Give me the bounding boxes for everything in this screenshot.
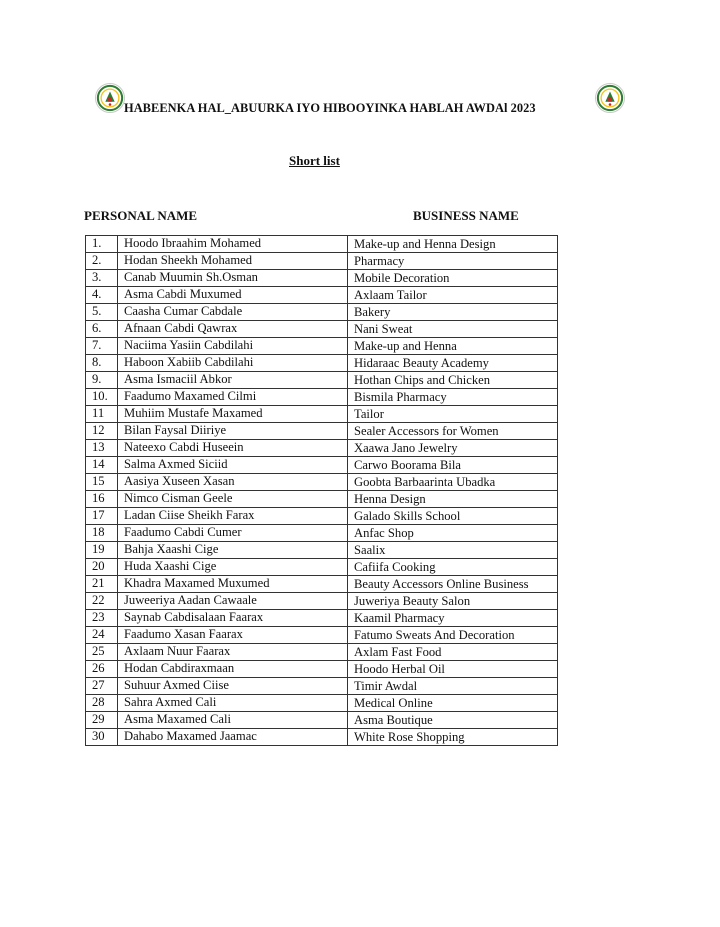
business-name-cell: Fatumo Sweats And Decoration [348, 627, 558, 644]
personal-name-cell: Caasha Cumar Cabdale [118, 304, 348, 321]
business-name-cell: Medical Online [348, 695, 558, 712]
row-number: 8. [86, 355, 118, 372]
business-name-cell: Kaamil Pharmacy [348, 610, 558, 627]
personal-name-cell: Asma Cabdi Muxumed [118, 287, 348, 304]
table-row [86, 253, 558, 270]
personal-name-cell: Afnaan Cabdi Qawrax [118, 321, 348, 338]
business-name-cell: Sealer Accessors for Women [348, 423, 558, 440]
row-number: 1. [86, 236, 118, 253]
business-name-cell: Goobta Barbaarinta Ubadka [348, 474, 558, 491]
table-row [86, 355, 558, 372]
personal-name-cell: Sahra Axmed Cali [118, 695, 348, 712]
row-number: 25 [86, 644, 118, 661]
table-row [86, 610, 558, 627]
personal-name-cell: Bilan Faysal Diiriye [118, 423, 348, 440]
business-name-cell: Bakery [348, 304, 558, 321]
personal-name-cell: Suhuur Axmed Ciise [118, 678, 348, 695]
table-row [86, 389, 558, 406]
personal-name-header: PERSONAL NAME [84, 208, 198, 223]
personal-name-cell: Hodan Sheekh Mohamed [118, 253, 348, 270]
personal-name-cell: Saynab Cabdisalaan Faarax [118, 610, 348, 627]
table-row [86, 508, 558, 525]
business-name-cell: Saalix [348, 542, 558, 559]
row-number: 18 [86, 525, 118, 542]
row-number: 10. [86, 389, 118, 406]
business-name-cell: Hoodo Herbal Oil [348, 661, 558, 678]
row-number: 20 [86, 559, 118, 576]
row-number: 7. [86, 338, 118, 355]
business-name-cell: Make-up and Henna Design [348, 236, 558, 253]
table-row [86, 474, 558, 491]
row-number: 11 [86, 406, 118, 423]
personal-name-cell: Bahja Xaashi Cige [118, 542, 348, 559]
personal-name-cell: Huda Xaashi Cige [118, 559, 348, 576]
table-row [86, 440, 558, 457]
table-row [86, 678, 558, 695]
business-name-cell: Tailor [348, 406, 558, 423]
organization-emblem-icon [95, 83, 125, 113]
business-name-cell: Anfac Shop [348, 525, 558, 542]
row-number: 29 [86, 712, 118, 729]
personal-name-cell: Khadra Maxamed Muxumed [118, 576, 348, 593]
row-number: 30 [86, 729, 118, 746]
table-row [86, 525, 558, 542]
business-name-cell: Xaawa Jano Jewelry [348, 440, 558, 457]
personal-name-cell: Faadumo Cabdi Cumer [118, 525, 348, 542]
shortlist-table [85, 235, 558, 746]
personal-name-cell: Juweeriya Aadan Cawaale [118, 593, 348, 610]
row-number: 12 [86, 423, 118, 440]
business-name-cell: Timir Awdal [348, 678, 558, 695]
business-name-cell: Bismila Pharmacy [348, 389, 558, 406]
personal-name-cell: Nateexo Cabdi Huseein [118, 440, 348, 457]
table-row [86, 423, 558, 440]
table-row [86, 729, 558, 746]
personal-name-cell: Asma Maxamed Cali [118, 712, 348, 729]
business-name-cell: White Rose Shopping [348, 729, 558, 746]
row-number: 21 [86, 576, 118, 593]
table-row [86, 712, 558, 729]
personal-name-cell: Naciima Yasiin Cabdilahi [118, 338, 348, 355]
personal-name-cell: Axlaam Nuur Faarax [118, 644, 348, 661]
table-row [86, 491, 558, 508]
business-name-cell: Beauty Accessors Online Business [348, 576, 558, 593]
row-number: 16 [86, 491, 118, 508]
row-number: 28 [86, 695, 118, 712]
business-name-header: BUSINESS NAME [413, 208, 519, 223]
business-name-cell: Cafiifa Cooking [348, 559, 558, 576]
table-row [86, 457, 558, 474]
table-row [86, 559, 558, 576]
business-name-cell: Mobile Decoration [348, 270, 558, 287]
row-number: 22 [86, 593, 118, 610]
organization-emblem-icon [595, 83, 625, 113]
table-row [86, 406, 558, 423]
personal-name-cell: Faadumo Xasan Faarax [118, 627, 348, 644]
business-name-cell: Nani Sweat [348, 321, 558, 338]
business-name-cell: Henna Design [348, 491, 558, 508]
personal-name-cell: Hoodo Ibraahim Mohamed [118, 236, 348, 253]
business-name-cell: Hidaraac Beauty Academy [348, 355, 558, 372]
row-number: 4. [86, 287, 118, 304]
table-row [86, 304, 558, 321]
table-row [86, 695, 558, 712]
row-number: 26 [86, 661, 118, 678]
personal-name-cell: Hodan Cabdiraxmaan [118, 661, 348, 678]
table-row [86, 236, 558, 253]
row-number: 6. [86, 321, 118, 338]
table-row [86, 576, 558, 593]
table-row [86, 644, 558, 661]
shortlist-table-body [86, 236, 558, 746]
row-number: 14 [86, 457, 118, 474]
row-number: 2. [86, 253, 118, 270]
personal-name-cell: Canab Muumin Sh.Osman [118, 270, 348, 287]
row-number: 19 [86, 542, 118, 559]
row-number: 9. [86, 372, 118, 389]
document-title: HABEENKA HAL_ABUURKA IYO HIBOOYINKA HABLAH AWDAl 2023 [124, 101, 536, 115]
table-row [86, 321, 558, 338]
business-name-cell: Axlaam Tailor [348, 287, 558, 304]
personal-name-cell: Asma Ismaciil Abkor [118, 372, 348, 389]
row-number: 23 [86, 610, 118, 627]
row-number: 13 [86, 440, 118, 457]
business-name-cell: Hothan Chips and Chicken [348, 372, 558, 389]
row-number: 27 [86, 678, 118, 695]
row-number: 24 [86, 627, 118, 644]
business-name-cell: Asma Boutique [348, 712, 558, 729]
personal-name-cell: Haboon Xabiib Cabdilahi [118, 355, 348, 372]
business-name-cell: Juweriya Beauty Salon [348, 593, 558, 610]
personal-name-cell: Ladan Ciise Sheikh Farax [118, 508, 348, 525]
business-name-cell: Galado Skills School [348, 508, 558, 525]
row-number: 17 [86, 508, 118, 525]
row-number: 3. [86, 270, 118, 287]
table-row [86, 542, 558, 559]
personal-name-cell: Faadumo Maxamed Cilmi [118, 389, 348, 406]
row-number: 5. [86, 304, 118, 321]
short-list-heading: Short list [289, 153, 340, 168]
business-name-cell: Make-up and Henna [348, 338, 558, 355]
table-row [86, 287, 558, 304]
row-number: 15 [86, 474, 118, 491]
table-row [86, 338, 558, 355]
table-row [86, 593, 558, 610]
personal-name-cell: Muhiim Mustafe Maxamed [118, 406, 348, 423]
table-row [86, 270, 558, 287]
business-name-cell: Pharmacy [348, 253, 558, 270]
personal-name-cell: Nimco Cisman Geele [118, 491, 348, 508]
business-name-cell: Axlam Fast Food [348, 644, 558, 661]
table-row [86, 661, 558, 678]
business-name-cell: Carwo Boorama Bila [348, 457, 558, 474]
table-row [86, 627, 558, 644]
table-row [86, 372, 558, 389]
personal-name-cell: Salma Axmed Siciid [118, 457, 348, 474]
personal-name-cell: Aasiya Xuseen Xasan [118, 474, 348, 491]
personal-name-cell: Dahabo Maxamed Jaamac [118, 729, 348, 746]
